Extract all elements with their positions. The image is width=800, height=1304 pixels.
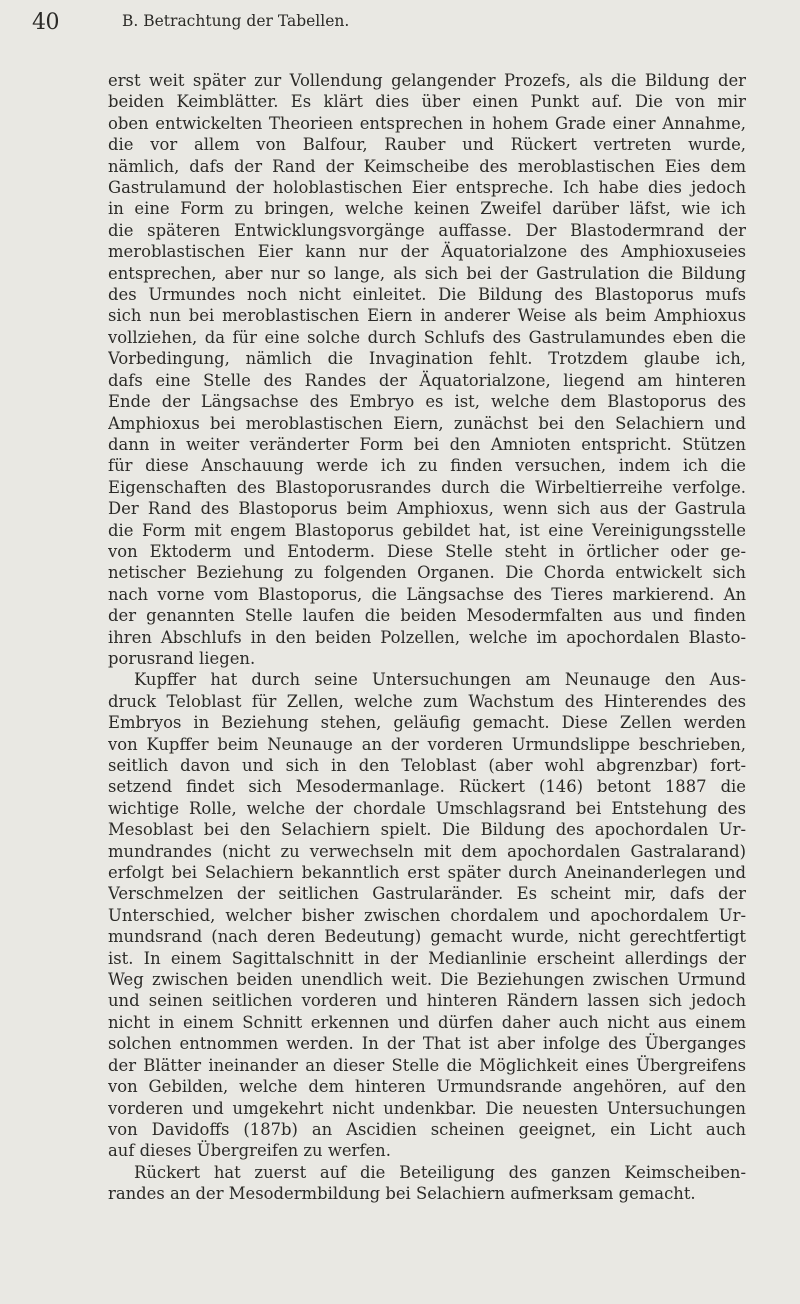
text-line: der Blätter ineinander an dieser Stelle die Möglichkeit eines Übergreifens xyxy=(108,1055,746,1075)
text-line: beiden Keimblätter. Es klärt dies über einen Punkt auf. Die von mir xyxy=(108,92,746,112)
text-line: dafs eine Stelle des Randes der Äquatorialzone, liegend am hinteren xyxy=(108,370,746,390)
text-line: entsprechen, aber nur so lange, als sich bei der Gastrulation die Bildung xyxy=(108,263,746,283)
running-head: B. Betrachtung der Tabellen. xyxy=(122,12,350,30)
text-line: Weg zwischen beiden unendlich weit. Die Beziehungen zwischen Urmund xyxy=(108,970,746,990)
text-line: netischer Beziehung zu folgenden Organen. Die Chorda entwickelt sich xyxy=(108,563,746,583)
text-line: Embryos in Beziehung stehen, geläufig gemacht. Diese Zellen werden xyxy=(108,713,746,733)
text-line: ist. In einem Sagittalschnitt in der Medianlinie erscheint allerdings der xyxy=(108,948,746,968)
text-line: solchen entnommen werden. In der That ist aber infolge des Überganges xyxy=(108,1034,746,1054)
text-line: Der Rand des Blastoporus beim Amphioxus, wenn sich aus der Gastrula xyxy=(108,499,746,519)
text-line: für diese Anschauung werde ich zu finden versuchen, indem ich die xyxy=(108,456,746,476)
text-line: Rückert hat zuerst auf die Beteiligung des ganzen Keimscheiben- xyxy=(134,1162,746,1182)
text-line: setzend findet sich Mesodermanlage. Rückert (146) betont 1887 die xyxy=(108,777,746,797)
text-line: des Urmundes noch nicht einleitet. Die Bildung des Blastoporus mufs xyxy=(108,285,746,305)
text-line: mundrandes (nicht zu verwechseln mit dem apochordalen Gastralarand) xyxy=(108,841,746,861)
text-line: nach vorne vom Blastoporus, die Längsachse des Tieres markierend. An xyxy=(108,584,746,604)
text-line: und seinen seitlichen vorderen und hinteren Rändern lassen sich jedoch xyxy=(108,991,746,1011)
text-line: vollziehen, da für eine solche durch Schlufs des Gastrulamundes eben die xyxy=(108,327,746,347)
text-line: erfolgt bei Selachiern bekanntlich erst später durch Aneinanderlegen und xyxy=(108,863,746,883)
text-line: Mesoblast bei den Selachiern spielt. Die Bildung des apochordalen Ur- xyxy=(108,820,746,840)
text-line: Gastrulamund der holoblastischen Eier entspreche. Ich habe dies jedoch xyxy=(108,178,746,198)
text-line: meroblastischen Eier kann nur der Äquatorialzone des Amphioxuseies xyxy=(108,242,746,262)
paragraph xyxy=(108,669,746,1161)
text-line: Amphioxus bei meroblastischen Eiern, zunächst bei den Selachiern und xyxy=(108,413,746,433)
paragraph xyxy=(108,1162,746,1205)
text-line: Verschmelzen der seitlichen Gastrularänder. Es scheint mir, dafs der xyxy=(108,884,746,904)
text-line: die späteren Entwicklungsvorgänge auffasse. Der Blastodermrand der xyxy=(108,220,746,240)
text-line: Vorbedingung, nämlich die Invagination fehlt. Trotzdem glaube ich, xyxy=(108,349,746,369)
text-line: oben entwickelten Theorieen entsprechen in hohem Grade einer Annahme, xyxy=(108,113,746,133)
text-line: Ende der Längsachse des Embryo es ist, welche dem Blastoporus des xyxy=(108,392,746,412)
text-line: druck Teloblast für Zellen, welche zum Wachstum des Hinterendes des xyxy=(108,691,746,711)
text-line: von Davidoffs (187b) an Ascidien scheinen geeignet, ein Licht auch xyxy=(108,1119,746,1139)
text-line: randes an der Mesodermbildung bei Selachiern aufmerksam gemacht. xyxy=(108,1184,696,1204)
text-line: sich nun bei meroblastischen Eiern in anderer Weise als beim Amphioxus xyxy=(108,306,746,326)
text-line: porusrand liegen. xyxy=(108,648,256,668)
text-line: wichtige Rolle, welche der chordale Umschlagsrand bei Entstehung des xyxy=(108,798,746,818)
page-header xyxy=(22,8,782,38)
text-line: erst weit später zur Vollendung gelangender Prozefs, als die Bildung der xyxy=(108,71,746,90)
text-line: ihren Abschlufs in den beiden Polzellen, welche im apochordalen Blasto- xyxy=(108,627,746,647)
text-line: vorderen und umgekehrt nicht undenkbar. Die neuesten Untersuchungen xyxy=(108,1098,746,1118)
paragraph xyxy=(108,70,746,669)
text-line: nämlich, dafs der Rand der Keimscheibe des meroblastischen Eies dem xyxy=(108,156,746,176)
page-number: 40 xyxy=(32,10,59,35)
text-line: mundsrand (nach deren Bedeutung) gemacht wurde, nicht gerechtfertigt xyxy=(108,927,746,947)
text-line: seitlich davon und sich in den Teloblast (aber wohl abgrenzbar) fort- xyxy=(108,756,746,775)
text-line: Kupffer hat durch seine Untersuchungen am Neunauge den Aus- xyxy=(134,670,746,690)
text-line: dann in weiter veränderter Form bei den Amnioten entspricht. Stützen xyxy=(108,434,746,454)
body-text xyxy=(108,70,746,1205)
text-line: auf dieses Übergreifen zu werfen. xyxy=(108,1141,391,1161)
text-line: die Form mit engem Blastoporus gebildet hat, ist eine Vereinigungsstelle xyxy=(108,520,746,540)
text-line: die vor allem von Balfour, Rauber und Rückert vertreten wurde, xyxy=(108,135,746,155)
text-line: von Ektoderm und Entoderm. Diese Stelle steht in örtlicher oder ge- xyxy=(108,541,746,561)
text-line: von Gebilden, welche dem hinteren Urmundsrande angehören, auf den xyxy=(108,1077,746,1097)
text-line: nicht in einem Schnitt erkennen und dürfen daher auch nicht aus einem xyxy=(108,1012,746,1032)
text-line: von Kupffer beim Neunauge an der vorderen Urmundslippe beschrieben, xyxy=(108,734,746,754)
text-line: Eigenschaften des Blastoporusrandes durch die Wirbeltierreihe verfolge. xyxy=(108,477,746,497)
text-line: Unterschied, welcher bisher zwischen chordalem und apochordalem Ur- xyxy=(108,905,746,925)
text-line: in eine Form zu bringen, welche keinen Zweifel darüber läfst, wie ich xyxy=(108,199,746,219)
text-line: der genannten Stelle laufen die beiden Mesodermfalten aus und finden xyxy=(108,606,746,626)
